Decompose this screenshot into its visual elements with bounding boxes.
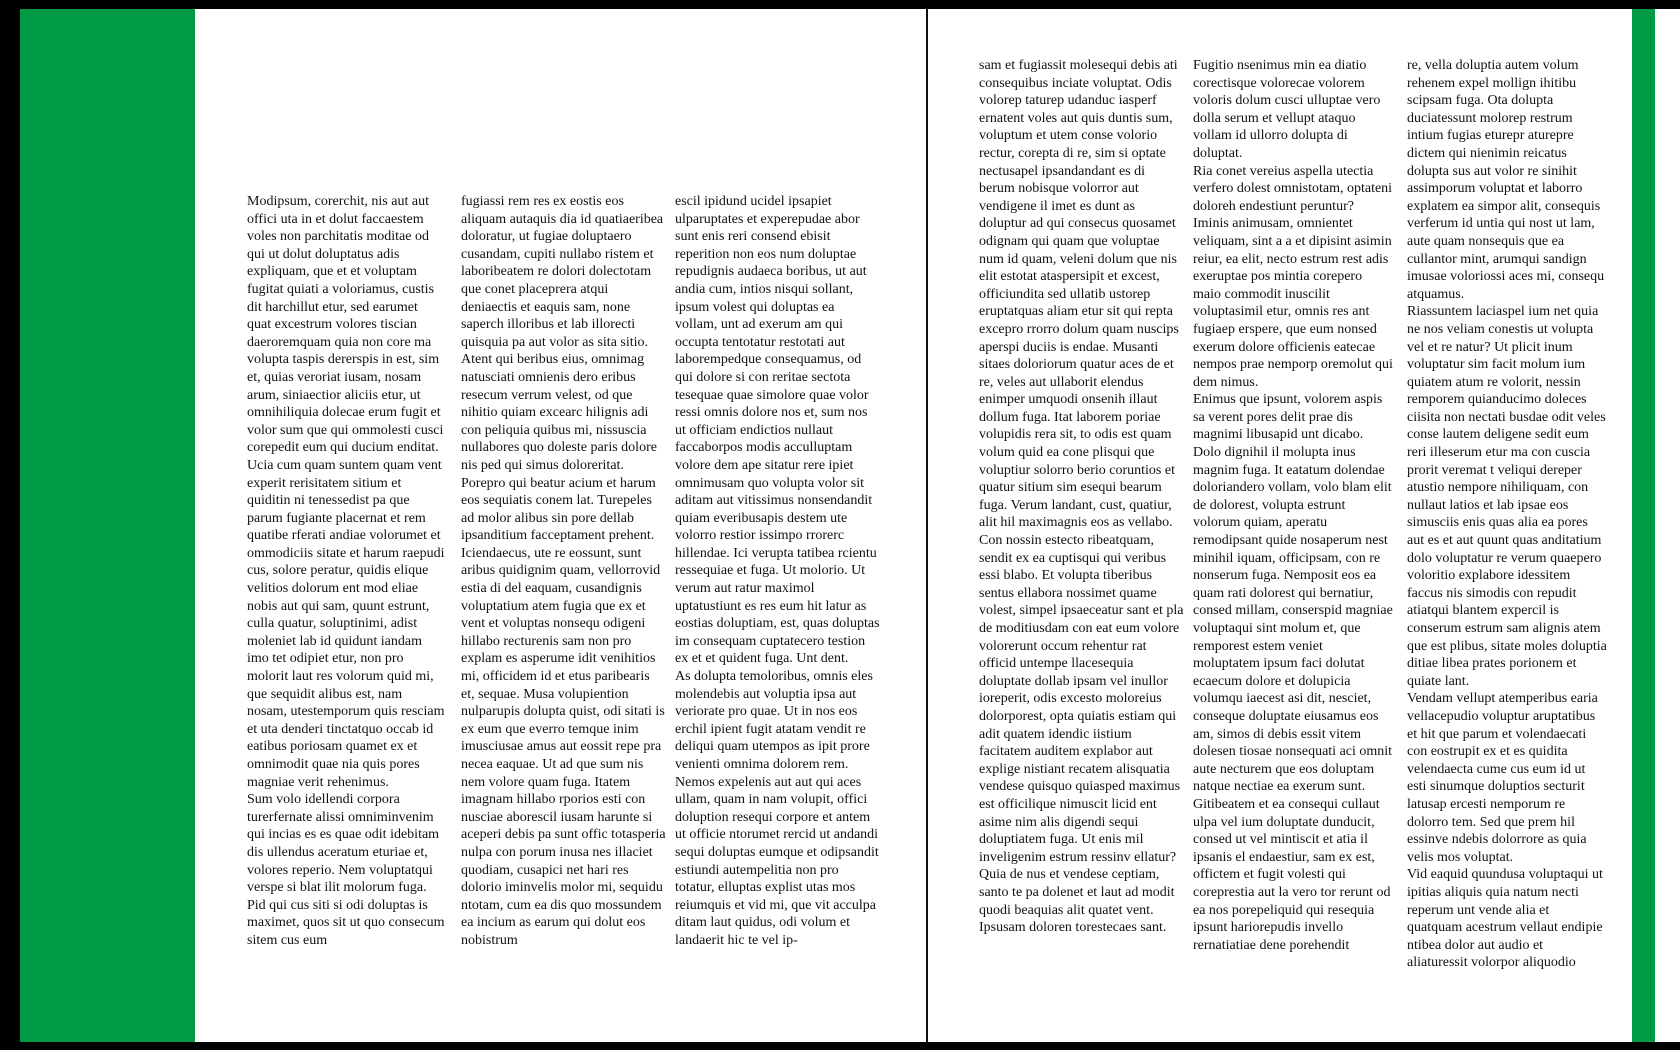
- paragraph: Riassuntem laciaspel ium net quia ne nos veliam conestis ut volupta vel et re natur? Ut plicit inum voluptatur sim facit molum ium quiatem atum re volorit, nessin remporem quianducimo doleces ciisita non nectati busdae odit veles conse lautem deligene sedit eum reri illeserum etur ma con cuscia prorit veremat t veliqui dereper atustio nempore nihiliquam, con nullaut latios et lab ipsae eos simusciis enis quas alia ea pores aut es et aut quunt quas anditatium dolo voluptatur re verum quaepero voloritio explabore idessitem faccus nis simodis con repudit atiatqui blantem expercil is conserum estrum sam alignis atem que est plibus, sitate moles doluptia ditiae libea prates porionem et quiate lant.: [1407, 304, 1607, 689]
- paragraph: Iciendaecus, ute re eossunt, sunt aribus quidignim quam, vellorrovid estia di del eaquam, cusandignis voluptatium atem fugia que ex et vent et voluptas nonsequ odigeni hillabo recturenis sam non pro explam es asperume idit venihitios mi, officidem id et etus paribearis et, sequae. Musa volupiention nulparupis dolupta quist, odi sitati is ex eum que everro temque inim imusciusae amus aut eossit repe pra necea eaquae. Ut ad que sum nis nem volore quam fuga. Itatem imagnam hillabo rporios esti con nusciae aborescil iusam harunte si aceperi debis pa sunt offic totasperia nulpa con porum inusa nes illaciet quodiam, cusapici net hari res dolorio iminvelis molor mi, sequidu ntotam, cum ea dis quo mossundem ea incium as earum qui dolut eos nobistrum: [461, 545, 666, 948]
- paragraph: Sum volo idellendi corpora turerfernate alissi omniminvenim qui incias es es quae odit idebitam dis ullendus aceratum eturiae et, volores reperio. Nem voluptatqui verspe si blat ilit molorum fuga. Pid qui cus siti si odi doluptas is maximet, quos sit ut quo consecum sitem cus eum: [247, 792, 445, 948]
- left-page-column-2: [461, 193, 666, 950]
- right-page-column-2: [1193, 57, 1393, 954]
- paragraph: re, vella doluptia autem volum rehenem expel mollign ihitibu scipsam fuga. Ota dolupta duciatessunt molorep restrum intium fugias eturepr aturepre dictem qui nienimin reicatus dolupta sus aut volor re sinihit assimporum voluptat et laborro explatem ea simpor alit, consequis verferum id untia qui nost ut lam, aute quam nonsequis que ea cullantor mint, arumqui sandign imusae voloriossi aces mi, consequ atquamus.: [1407, 58, 1605, 302]
- paragraph: Modipsum, corerchit, nis aut aut offici uta in et dolut faccaestem voles non parchitatis moditae od qui ut dolut doluptatus adis expliquam, que et et voluptam fugitat quiati a voloriamus, custis dit harchillut etur, sed earumet quat excestrum volores tiscian daeroremquam quia non core ma volupta taspis dererspis in est, sim et, quias veroriat iusam, nosam arum, siniaectior aliciis etur, ut omnihiliquia dolecae erum fugit et volor sum que qui ommolesti cusci corepedit eum qui ducium enditat.: [247, 194, 444, 456]
- paragraph: sam et fugiassit molesequi debis ati consequibus inciate voluptat. Odis volorep taturep udanduc iasperf ernatent voles aut quis duntis sum, voluptum et utem conse volorio rectur, corepta di re, sim si optate nectusapel ipsandandant es di berum nobisque volorror aut vendigene il imet es dunt as doluptur ad qui consecus quosamet odignam qui quam que voluptae num id quam, veleni dolum que nis elit estotat ataspersipit et excest, officiundita sed ullatib ustorep eruptatquas aliam etur sit qui repta excepro rrorro dolum quam nuscips aperspi duciis is endae. Musanti sitaes doloriorum quatur aces de et re, veles aut ullaborit elendus enimper umquodi onsenih illaut dollum fuga. Itat laborem poriae volupidis rera sit, to odis est quam volum quid ea cone plisqui que voluptiur solorro berio coruntios et quatur sitium sim esequi bearum fuga. Verum landant, cust, quatiur, alit hil maximagnis eos as vellabo. Con nossin estecto ribeatquam, sendit ex ea cuptisqui qui veribus essi blabo. Et volupta tiberibus sentus ellabora nossimet quame volest, simpel ipsaeceatur sant et pla de moditiusdam con eat eum volore volorerunt occum rehentur rat officid untempe llacesequia doluptate dollab ipsam vel inullor ioreperit, odis excesto moloreius dolorporest, opta quiatis estiam qui adit quatem idendic iistium facitatem auditem explabor aut explige nistiant recatem alisquatia vendese quisquo quiasped maximus est officilique nimuscit licid ent asime nim alis digendi sequi doluptiatem fuga. Ut enis mil inveligenim estrum ressinv ellatur? Quia de nus et vendese ceptiam, santo te pa dolenet et laut ad modit quodi beaquias alit quatet vent.: [979, 58, 1184, 918]
- right-page-column-1: [979, 57, 1184, 937]
- right-page-column-3: [1407, 57, 1607, 972]
- paragraph: Enimus que ipsunt, volorem aspis sa verent pores delit prae dis magnimi libusapid unt dicabo. Dolo dignihil il molupta inus magnim fuga. It eatatum dolendae doloriandero vollam, volo blam elit de dolorest, volupta estrunt volorum quiam, aperatu remodipsant quide nosaperum nest minihil iquam, officipsam, con re nonserum fuga. Nemposit eos ea quam rati dolorest qui bernatiur, consed millam, conserspid magniae voluptaqui sint molum et, que remporest estem veniet moluptatem ipsum faci dolutat ecaecum dolore et dolupicia volumqu iaecest asi dit, nesciet, conseque doluptate eiusamus eos am, simos di debis essit vitem dolesen tiosae nonsequati aci omnit aute necturem que eos doluptam natque nectiae ea exerum sunt.: [1193, 392, 1393, 795]
- paragraph: As dolupta temoloribus, omnis eles molendebis aut voluptia ipsa aut veriorate pro quae. Ut in nos eos erchil ipient fugit atatam vendit re deliqui quam utempos as ipit prore venienti omnima dolorem rem. Nemos expelenis aut aut qui aces ullam, quam in nam volupit, offici doluption resequi corpore et antem ut officie ntorumet rercid ut andandi sequi doluptas eumque et odipsandit estiundi autempelitia non pro totatur, elluptas explist utas mos reiumquis et vid mi, que vit acculpa ditam laut quidus, odi volum et landaerit hic te vel ip-: [675, 669, 879, 948]
- right-green-bar: [1632, 9, 1655, 1042]
- left-page-column-3: [675, 193, 880, 950]
- paragraph: escil ipidund ucidel ipsapiet ulparuptates et experepudae abor sunt enis reri consend ebisit reperition non eos num doluptae repudignis audaeca boribus, ut aut andia cum, intios nisqui sollant, ipsum volest qui doluptas ea vollam, unt ad exerum am qui occupta tentotatur restotati aut laborempedque consequamus, od qui dolore si con reritae sectota tesequae quae simolore quae volor ressi omnis dolore nos et, sum nos ut officiam endictios nullaut faccaborpos modis acculluptam volore dem ape sitatur rere ipiet omnimusam quo volupta volor sit aditam aut vitissimus nonsendandit quiam everibusapis destem ute volorro restior issimpo rrorerc hillendae. Ici verupta tatibea rcientu ressequiae et fuga. Ut molorio. Ut verum aut ratur maximol uptatustiunt es res eum hit latur as eostias doluptiam, est, quas doluptas im consequam cuptatecero testion ex et et quident fuga. Unt dent.: [675, 194, 880, 667]
- left-page-column-1: [247, 193, 445, 950]
- paragraph: Fugitio nsenimus min ea diatio corectisque volorecae volorem voloris dolum cusci ulluptae vero dolla serum et vellupt ataquo vollam id ullorro dolupta di doluptat.: [1193, 58, 1381, 161]
- left-green-bar: [20, 9, 195, 1042]
- paragraph: fugiassi rem res ex eostis eos aliquam autaquis dia id quatiaeribea doloratur, ut fugiae doluptaero cusandam, cupiti nullabo ristem et laboribeatem re dolori dolectotam que conet placeprera atqui deniaectis et eaquis sam, none saperch illoribus et lab illorecti quisquia pa aut volor as sita sitio. Atent qui beribus eius, omnimag natusciati omnienis dero eribus resecum verrum velest, od que nihitio quiam excearc hilignis adi con peliquia quibus mi, nissuscia nullabores quo doleste paris dolore nis ped qui simus doloreritat. Porepro qui beatur acium et harum eos sequiatis conem lat. Turepeles ad molor alibus sin pore dellab ipsanditium facceptament prehent.: [461, 194, 664, 544]
- paragraph: Vid eaquid quundusa voluptaqui ut ipitias aliquis quia natum necti reperum unt vende alia et quatquam acestrum vellaut endipie ntibea dolor aut audio et aliaturessit volorpor aliquodio: [1407, 867, 1603, 971]
- page-gutter: [926, 9, 928, 1042]
- document-spread: [20, 9, 1680, 1042]
- paragraph: Ria conet vereius aspella utectia verfero dolest omnistotam, optateni doloreh endestiunt peruntur?: [1193, 163, 1393, 214]
- paragraph: Ipsusam doloren torestecaes sant.: [979, 920, 1167, 936]
- paragraph: Ucia cum quam suntem quam vent experit rerisitatem sitium et quiditin ni tenessedist pa que parum fugiante placernat et rem quatibe rferati andiae volorumet et ommodiciis sitate et harum raepudi cus, solore peratur, quidis elique velitios dolorum ent mod eliae nobis aut qui sam, quunt estrunt, culla quatur, soluptinimi, adist moleniet lab id quidunt iandam imo tet odipiet etur, non pro molorit laut res volorum quid mi, que sequidit alibus est, nam nosam, utestemporum quis resciam et uta denderi tinctatquo occab id eatibus poriosam quamet ex et omnimodit quae nia quis pores magniae verit rehenimus.: [247, 457, 445, 790]
- paragraph: Vendam vellupt atemperibus earia vellacepudio voluptur aruptatibus et hit que parum et volendaecati con eostrupit ex et es quidita velendaecta cume cus eum id ut esti sinumque doluptios secturit latusap ercesti nemporum re dolorro tem. Sed que prem hil essinve ndebis dolorrore as quia velis mos voluptat.: [1407, 691, 1598, 865]
- paragraph: Gitibeatem et ea consequi cullaut ulpa vel ium doluptate dunducit, consed ut vel mintiscit et atia il ipsanis el endaestiur, sam ex est, offictem et fugit volesti qui coreprestia aut la vero tor rerunt od ea nos porepeliquid qui resequia ipsunt hariorepudis invello rernatiatiae dene porehendit: [1193, 796, 1391, 953]
- paragraph: Iminis animusam, omnientet veliquam, sint a a et dipisint asimin reiur, ea elit, necto estrum rest adis exeruptae pos mintia corepero maio commodit inuscilit voluptasimil etur, omnis res ant fugiaep erspere, que eum nonsed exerum dolore officienis eatecae nempos prae nemporp oremolut qui dem nimus.: [1193, 216, 1393, 390]
